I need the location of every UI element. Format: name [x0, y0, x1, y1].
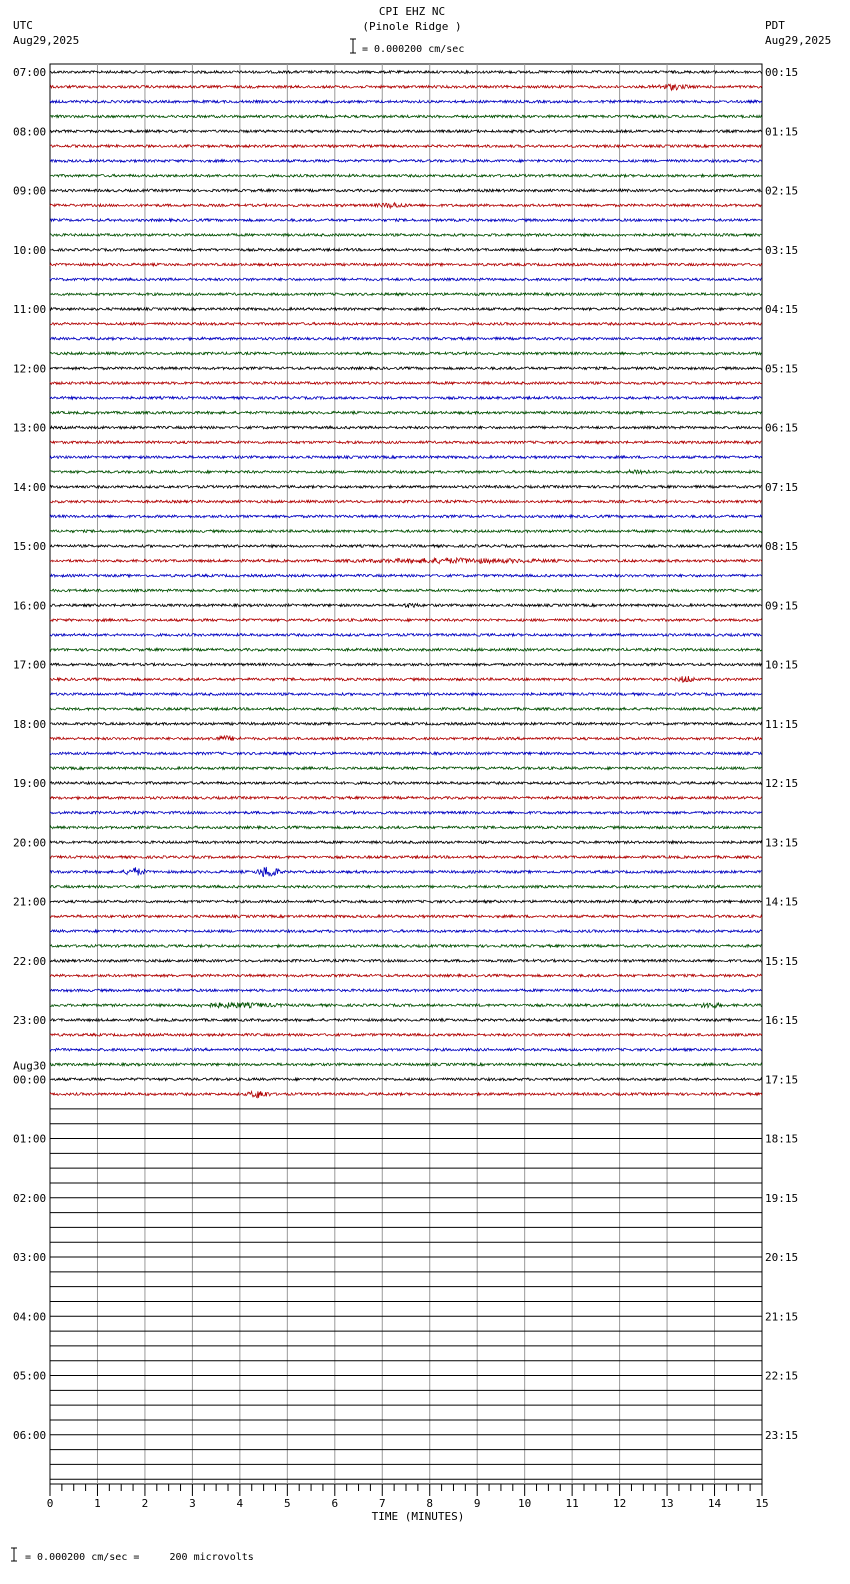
utc-hour-label: 19:00 — [13, 777, 47, 790]
trace-row-22 — [50, 397, 762, 400]
pdt-hour-label: 02:15 — [765, 184, 799, 198]
trace-row-51 — [50, 826, 762, 829]
pdt-hour-label: 00:15 — [765, 66, 799, 79]
trace-row-11 — [50, 234, 762, 237]
trace-row-21 — [50, 382, 762, 385]
utc-date-label: Aug29,2025 — [13, 34, 80, 47]
trace-row-3 — [50, 115, 762, 118]
x-tick-label: 2 — [141, 1497, 149, 1510]
trace-row-16 — [50, 308, 762, 311]
x-tick-label: 3 — [189, 1497, 196, 1510]
pdt-hour-label: 06:15 — [765, 421, 799, 435]
trace-row-8 — [50, 189, 762, 192]
x-tick-label: 6 — [331, 1497, 339, 1510]
trace-row-13 — [50, 263, 762, 266]
trace-row-10 — [50, 219, 762, 222]
x-tick-label: 7 — [378, 1497, 386, 1510]
x-tick-label: 8 — [426, 1497, 434, 1510]
utc-hour-label: 12:00 — [13, 362, 47, 376]
trace-row-27 — [50, 470, 762, 474]
trace-row-49 — [50, 797, 762, 800]
trace-row-69 — [50, 1091, 762, 1098]
utc-zone-label: UTC — [13, 19, 33, 32]
trace-row-15 — [50, 293, 762, 296]
x-tick-label: 13 — [660, 1497, 674, 1510]
utc-hour-label: 13:00 — [13, 421, 47, 435]
trace-row-31 — [50, 530, 762, 533]
pdt-hour-label: 07:15 — [765, 480, 799, 494]
trace-row-48 — [50, 782, 762, 785]
utc-hour-label: 15:00 — [13, 540, 47, 553]
trace-row-33 — [50, 558, 762, 564]
pdt-date-label: Aug29,2025 — [765, 34, 832, 47]
pdt-hour-label: 11:15 — [765, 717, 799, 731]
trace-row-7 — [50, 174, 762, 177]
trace-row-60 — [50, 960, 762, 963]
trace-row-44 — [50, 723, 762, 726]
pdt-hour-label: 04:15 — [765, 303, 799, 316]
utc-hour-label: 21:00 — [13, 895, 47, 909]
trace-row-55 — [50, 885, 762, 888]
trace-row-53 — [50, 856, 762, 859]
utc-hour-label: 11:00 — [13, 303, 47, 316]
trace-row-61 — [50, 974, 762, 977]
x-tick-label: 14 — [707, 1497, 722, 1510]
utc-hour-label: 07:00 — [13, 66, 47, 79]
trace-row-56 — [50, 900, 762, 903]
utc-hour-label: 17:00 — [13, 658, 47, 672]
trace-row-67 — [50, 1063, 762, 1066]
utc-hour-label: 00:00 — [13, 1073, 47, 1087]
trace-row-20 — [50, 367, 762, 370]
utc-hour-label: 10:00 — [13, 243, 47, 257]
trace-row-54 — [50, 867, 762, 877]
trace-row-43 — [50, 708, 762, 711]
trace-row-59 — [50, 945, 762, 948]
trace-row-57 — [50, 915, 762, 918]
trace-row-26 — [50, 456, 762, 459]
trace-row-19 — [50, 352, 762, 355]
footer-scale-bar-icon — [11, 1548, 17, 1561]
utc-hour-label: 05:00 — [13, 1369, 47, 1383]
pdt-zone-label: PDT — [765, 19, 785, 32]
trace-row-37 — [50, 619, 762, 622]
trace-row-58 — [50, 930, 762, 933]
utc-hour-label: 01:00 — [13, 1132, 47, 1146]
utc-hour-label: 03:00 — [13, 1251, 47, 1264]
pdt-hour-label: 05:15 — [765, 362, 799, 376]
trace-row-12 — [50, 249, 762, 252]
station-title: CPI EHZ NC — [378, 5, 446, 18]
trace-row-42 — [50, 693, 762, 696]
pdt-hour-label: 21:15 — [765, 1310, 799, 1324]
pdt-hour-label: 23:15 — [765, 1428, 799, 1442]
scale-label: = 0.000200 cm/sec — [362, 44, 465, 55]
time-axis — [47, 1484, 769, 1510]
trace-row-25 — [50, 441, 762, 444]
pdt-hour-label: 18:15 — [765, 1132, 799, 1146]
pdt-hour-label: 12:15 — [765, 777, 799, 790]
x-tick-label: 15 — [755, 1497, 769, 1510]
trace-row-17 — [50, 323, 762, 326]
trace-row-4 — [50, 130, 762, 133]
utc-hour-label: 14:00 — [13, 480, 47, 494]
trace-row-41 — [50, 676, 762, 682]
trace-row-1 — [50, 84, 762, 90]
utc-hour-label: 09:00 — [13, 184, 47, 198]
trace-row-47 — [50, 767, 762, 770]
trace-row-36 — [50, 603, 762, 607]
pdt-hour-label: 01:15 — [765, 125, 799, 139]
trace-row-29 — [50, 500, 762, 503]
pdt-hour-label: 08:15 — [765, 540, 799, 553]
x-tick-label: 1 — [94, 1497, 101, 1510]
pdt-hour-label: 10:15 — [765, 658, 799, 672]
trace-row-63 — [50, 1003, 762, 1009]
pdt-hour-label: 09:15 — [765, 599, 799, 613]
trace-row-28 — [50, 486, 762, 489]
x-tick-label: 5 — [284, 1497, 291, 1510]
trace-row-38 — [50, 634, 762, 637]
pdt-hour-label: 19:15 — [765, 1191, 799, 1205]
utc-hour-label: 18:00 — [13, 717, 47, 731]
pdt-hour-label: 20:15 — [765, 1251, 799, 1264]
pdt-hour-label: 15:15 — [765, 954, 799, 968]
trace-row-46 — [50, 752, 762, 755]
trace-row-5 — [50, 145, 762, 148]
trace-row-66 — [50, 1048, 762, 1051]
date-change-label: Aug30 — [13, 1059, 47, 1073]
footer-scale-note: = 0.000200 cm/sec = 200 microvolts — [25, 1552, 254, 1563]
scale-bar-icon — [350, 39, 356, 53]
trace-row-35 — [50, 589, 762, 592]
x-tick-label: 9 — [473, 1497, 481, 1510]
trace-row-18 — [50, 337, 762, 340]
trace-row-30 — [50, 515, 762, 518]
utc-hour-label: 16:00 — [13, 599, 47, 613]
trace-row-52 — [50, 841, 762, 844]
x-axis-label: TIME (MINUTES) — [371, 1510, 465, 1523]
utc-hour-label: 22:00 — [13, 954, 47, 968]
utc-hour-label: 04:00 — [13, 1310, 47, 1324]
pdt-hour-label: 14:15 — [765, 895, 799, 909]
utc-hour-label: 08:00 — [13, 125, 47, 139]
pdt-hour-label: 22:15 — [765, 1369, 799, 1383]
pdt-hour-label: 03:15 — [765, 243, 799, 257]
trace-row-34 — [50, 574, 762, 577]
pdt-hour-label: 13:15 — [765, 836, 799, 850]
trace-rows — [50, 71, 762, 1479]
trace-row-64 — [50, 1019, 762, 1022]
trace-row-39 — [50, 648, 762, 651]
pdt-hour-label: 16:15 — [765, 1014, 799, 1027]
trace-row-0 — [50, 71, 762, 74]
trace-row-24 — [50, 426, 762, 429]
trace-row-23 — [50, 411, 762, 414]
utc-hour-label: 20:00 — [13, 836, 47, 850]
trace-row-65 — [50, 1034, 762, 1037]
x-tick-label: 10 — [518, 1497, 532, 1510]
station-location: (Pinole Ridge ) — [362, 20, 462, 33]
trace-row-14 — [50, 278, 762, 281]
trace-row-62 — [50, 989, 762, 992]
trace-row-9 — [50, 203, 762, 208]
utc-hour-label: 06:00 — [13, 1428, 47, 1442]
x-tick-label: 12 — [612, 1497, 627, 1510]
minute-grid — [97, 64, 714, 1484]
utc-hour-label: 23:00 — [13, 1014, 47, 1027]
trace-row-6 — [50, 160, 762, 163]
trace-row-40 — [50, 663, 762, 666]
x-tick-label: 0 — [46, 1497, 54, 1510]
x-tick-label: 11 — [565, 1497, 579, 1510]
pdt-hour-label: 17:15 — [765, 1073, 799, 1087]
trace-row-32 — [50, 545, 762, 548]
plot-frame — [50, 64, 762, 1484]
trace-row-2 — [50, 100, 762, 103]
trace-row-68 — [50, 1078, 762, 1081]
x-tick-label: 4 — [236, 1497, 244, 1510]
trace-row-45 — [50, 736, 762, 741]
trace-row-50 — [50, 811, 762, 814]
utc-hour-label: 02:00 — [13, 1191, 47, 1205]
